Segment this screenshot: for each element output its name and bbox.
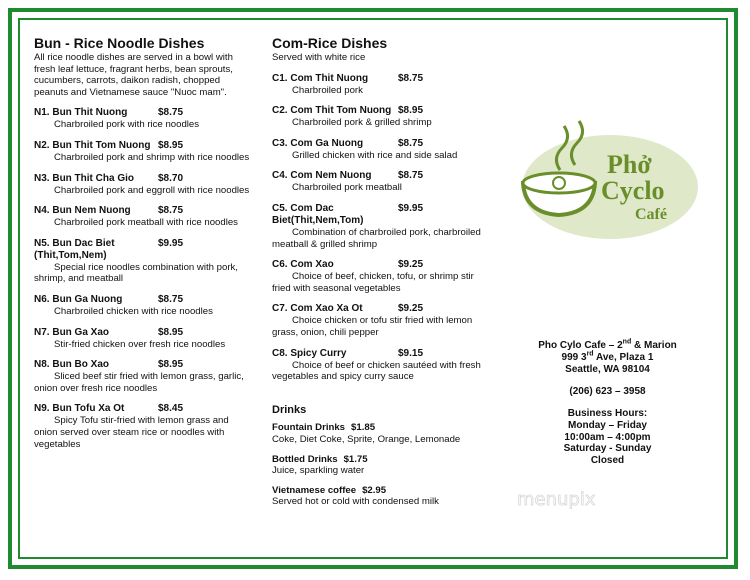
item-price: $9.95 bbox=[158, 237, 184, 249]
item-name: Bun Bo Xao bbox=[52, 359, 110, 371]
drink-name: Vietnamese coffee bbox=[272, 484, 357, 496]
item-price: $9.25 bbox=[398, 303, 424, 315]
item-code: C4. bbox=[272, 170, 288, 182]
hours-days: Monday – Friday bbox=[568, 419, 647, 431]
item-price: $8.75 bbox=[398, 137, 424, 149]
weekend-days: Saturday - Sunday bbox=[563, 443, 652, 455]
item-description: Stir-fried chicken over fresh rice noodles bbox=[54, 338, 226, 350]
item-price: $8.70 bbox=[158, 172, 184, 184]
drink-description: Served hot or cold with condensed milk bbox=[272, 496, 439, 508]
menu-item bbox=[34, 327, 250, 351]
item-name: Bun Thit Nuong bbox=[52, 107, 128, 119]
item-price: $9.15 bbox=[398, 347, 424, 359]
pho-cyclo-logo bbox=[515, 115, 700, 255]
item-description: Combination of charbroiled pork, charbroiled meatball & grilled shrimp bbox=[272, 226, 481, 250]
item-code: C1. bbox=[272, 72, 288, 84]
drink-description: Juice, sparkling water bbox=[272, 465, 365, 477]
item-description: Charbroiled pork with rice noodles bbox=[54, 119, 200, 131]
item-description: Sliced beef stir fried with lemon grass, garlic, onion over fresh rice noodles bbox=[34, 371, 244, 394]
item-code: C3. bbox=[272, 137, 288, 149]
section-title-drinks: Drinks bbox=[272, 403, 307, 416]
drink-name: Bottled Drinks bbox=[272, 453, 338, 465]
menupix-watermark bbox=[517, 488, 637, 510]
logo-text-pho: Phở bbox=[607, 150, 652, 179]
street-address: 999 3rd Ave, Plaza 1 bbox=[561, 350, 654, 363]
menu-item bbox=[34, 238, 250, 285]
item-name: Com Xao Xa Ot bbox=[290, 303, 363, 315]
drink-item bbox=[272, 485, 492, 508]
item-code: N1. bbox=[34, 107, 50, 119]
drink-price: $2.95 bbox=[362, 484, 387, 496]
item-description: Charbroiled pork meatball with rice noodles bbox=[54, 217, 238, 229]
item-name: Bun Tofu Xa Ot bbox=[52, 403, 125, 415]
section-intro-rice-dishes: Served with white rice bbox=[272, 52, 366, 63]
menu-item bbox=[34, 173, 250, 197]
city-zip: Seattle, WA 98104 bbox=[565, 363, 650, 375]
drink-name: Fountain Drinks bbox=[272, 422, 346, 434]
item-name: Bun Thit Cha Gio bbox=[52, 172, 134, 184]
item-code: N6. bbox=[34, 293, 50, 305]
item-price: $8.95 bbox=[398, 105, 424, 117]
item-name: Com Nem Nuong bbox=[290, 170, 372, 182]
menu-item bbox=[34, 205, 250, 229]
item-description: Choice chicken or tofu stir fried with lemon grass, onion, chili pepper bbox=[272, 315, 473, 338]
section-title-rice-dishes: Com-Rice Dishes bbox=[272, 35, 388, 51]
menu-item bbox=[272, 138, 492, 162]
item-code: N3. bbox=[34, 172, 50, 184]
item-price: $8.75 bbox=[398, 170, 424, 182]
item-description: Grilled chicken with rice and side salad bbox=[292, 149, 458, 161]
section-title-rice-noodle: Bun - Rice Noodle Dishes bbox=[34, 35, 205, 51]
menu-item bbox=[272, 259, 492, 294]
drink-price: $1.75 bbox=[343, 453, 368, 465]
item-price: $9.95 bbox=[398, 202, 424, 214]
item-price: $8.95 bbox=[158, 326, 184, 338]
menu-item bbox=[272, 203, 492, 250]
menu-item bbox=[34, 403, 250, 450]
item-description: Charbroiled chicken with rice noodles bbox=[54, 305, 213, 317]
item-code: N5. bbox=[34, 237, 50, 249]
item-price: $8.45 bbox=[158, 403, 184, 415]
item-description: Charbroiled pork meatball bbox=[292, 182, 402, 194]
item-code: C6. bbox=[272, 259, 288, 271]
item-description: Charbroiled pork and eggroll with rice noodles bbox=[54, 184, 250, 196]
logo-text-cyclo: Cyclo bbox=[601, 176, 665, 205]
item-code: N7. bbox=[34, 326, 50, 338]
menu-item bbox=[34, 107, 250, 131]
hours-time: 10:00am – 4:00pm bbox=[564, 431, 651, 443]
menu-item bbox=[272, 348, 492, 383]
item-description: Special rice noodles combination with pork, shrimp, and meatball bbox=[34, 261, 238, 285]
menu-item bbox=[272, 170, 492, 194]
item-name: Bun Dac Biet (Thit,Tom,Nem) bbox=[34, 237, 115, 261]
item-price: $8.75 bbox=[398, 72, 424, 84]
menu-item bbox=[34, 140, 250, 164]
item-price: $8.75 bbox=[158, 205, 184, 217]
item-code: N4. bbox=[34, 205, 50, 217]
phone-number: (206) 623 – 3958 bbox=[569, 386, 646, 397]
svg-text:menupix: menupix bbox=[517, 489, 596, 510]
hours-title: Business Hours: bbox=[567, 408, 648, 419]
item-code: N8. bbox=[34, 359, 50, 371]
item-code: N2. bbox=[34, 139, 50, 151]
item-name: Bun Thit Tom Nuong bbox=[52, 139, 151, 151]
rice-dishes-column bbox=[272, 36, 492, 516]
item-name: Bun Nem Nuong bbox=[52, 205, 131, 217]
item-name: Com Thit Tom Nuong bbox=[290, 105, 392, 117]
item-description: Choice of beef, chicken, tofu, or shrimp stir fried with seasonal vegetables bbox=[272, 271, 474, 294]
drink-description: Coke, Diet Coke, Sprite, Orange, Lemonade bbox=[272, 433, 461, 445]
menu-item bbox=[272, 303, 492, 338]
item-description: Charbroiled pork and shrimp with rice noodles bbox=[54, 151, 250, 163]
item-name: Spicy Curry bbox=[290, 347, 347, 359]
item-code: C7. bbox=[272, 303, 288, 315]
item-name: Bun Ga Nuong bbox=[52, 293, 123, 305]
item-price: $8.95 bbox=[158, 359, 184, 371]
address-block bbox=[505, 340, 710, 375]
weekend-status: Closed bbox=[590, 455, 625, 467]
item-code: N9. bbox=[34, 403, 50, 415]
drink-price: $1.85 bbox=[351, 422, 376, 434]
item-description: Charbroiled pork bbox=[292, 84, 363, 96]
item-code: C8. bbox=[272, 347, 288, 359]
section-intro-rice-noodle: All rice noodle dishes are served in a bowl with fresh leaf lettuce, fragrant herbs, bean sprouts, cucumbers, carrots, daikon radish, chopped peanuts and Vietnamese sauce "Nuoc mam". bbox=[34, 52, 233, 98]
item-price: $8.95 bbox=[158, 139, 184, 151]
item-description: Spicy Tofu stir-fried with lemon grass and onion served over steam rice or noodles with vegetables bbox=[34, 415, 229, 450]
item-name: Com Thit Nuong bbox=[290, 72, 369, 84]
cafe-name: Pho Cylo Cafe – 2nd & Marion bbox=[538, 338, 677, 351]
item-code: C5. bbox=[272, 202, 288, 214]
drink-item bbox=[272, 454, 492, 477]
menu-item bbox=[34, 294, 250, 318]
item-name: Com Xao bbox=[290, 259, 334, 271]
item-price: $8.75 bbox=[158, 293, 184, 305]
item-name: Com Dac Biet(Thit,Nem,Tom) bbox=[272, 202, 364, 226]
logo-text-cafe: Café bbox=[635, 206, 667, 223]
business-hours bbox=[505, 408, 710, 467]
item-name: Com Ga Nuong bbox=[290, 137, 364, 149]
menu-item bbox=[34, 359, 250, 394]
item-description: Charbroiled pork & grilled shrimp bbox=[292, 117, 432, 129]
menu-item bbox=[272, 73, 492, 97]
drink-item bbox=[272, 422, 492, 445]
menu-item bbox=[272, 105, 492, 129]
item-description: Choice of beef or chicken sautéed with fresh vegetables and spicy curry sauce bbox=[272, 359, 481, 383]
item-price: $9.25 bbox=[398, 259, 424, 271]
item-name: Bun Ga Xao bbox=[52, 326, 110, 338]
item-code: C2. bbox=[272, 105, 288, 117]
item-price: $8.75 bbox=[158, 107, 184, 119]
rice-noodle-column bbox=[34, 36, 250, 459]
